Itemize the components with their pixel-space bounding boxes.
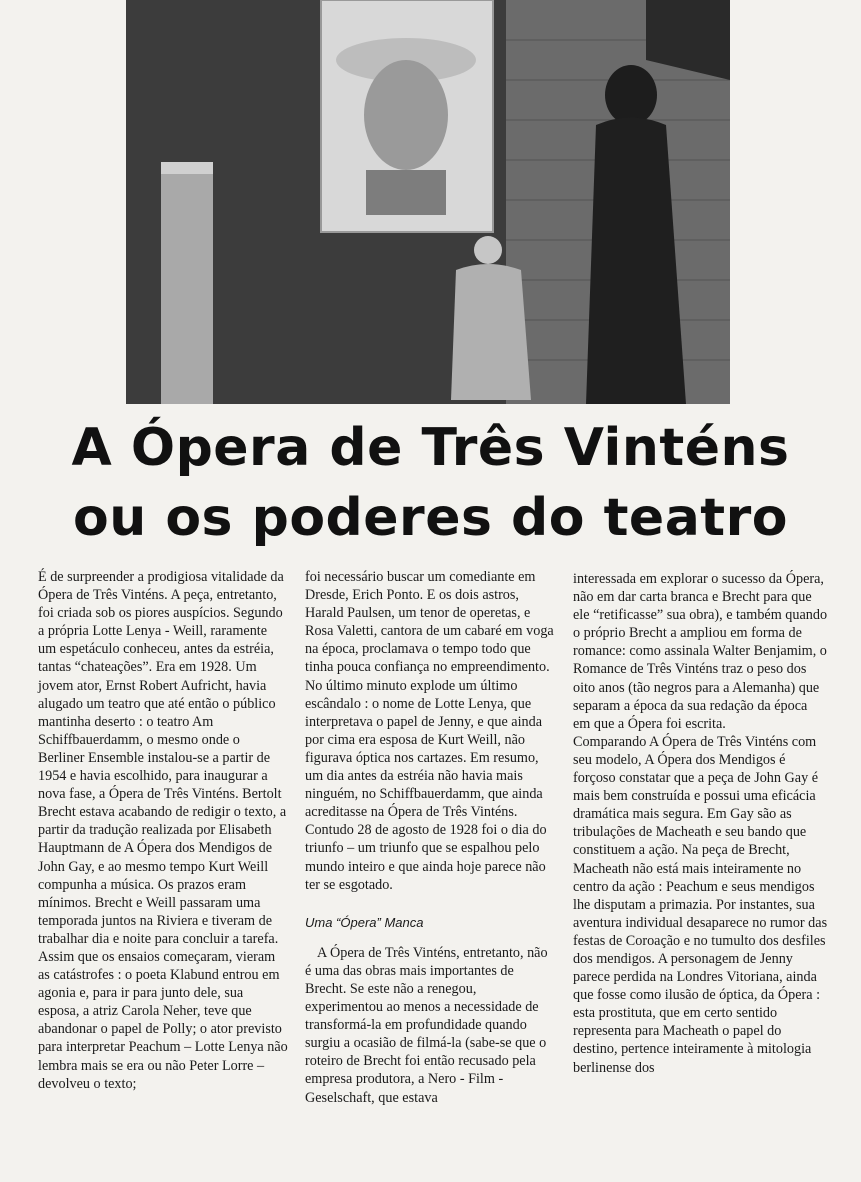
paragraph: foi necessário buscar um comediante em Dresde, Erich Ponto. E os dois astros, Harald Paulsen, um tenor de operetas, e Rosa Valetti, cantora de um cabaré em voga na época, proclamava o tempo todo que tinha pouca confiança no empreendimento. No último minuto explode um último escândalo : o nome de Lotte Lenya, que interpretava o papel de Jenny, e que ainda por cima era esposa de Kurt Weill, não figurava óptica nos cartazes. Em resumo, um dia antes da estréia não havia mais ninguém, no Schiffbauerdamm, que ainda acreditasse na Ópera de Três Vinténs. Contudo 28 de agosto de 1928 foi o dia do triunfo – um triunfo que se espalhou pelo mundo inteiro e que ainda hoje parece não ter se esgotado. [305, 569, 554, 893]
section-subheading: Uma “Ópera” Manca [305, 914, 424, 930]
headline-line-2: ou os poderes do teatro [72, 488, 789, 548]
article-column-3 [573, 570, 828, 1077]
paragraph: É de surpreender a prodigiosa vitalidade da Ópera de Três Vinténs. A peça, entretanto, foi criada sob os piores auspícios. Segundo a própria Lotte Lenya - Weill, raramente um espetáculo conheceu, antes da estréia, tantas “chateações”. Era em 1928. Um jovem ator, Ernst Robert Aufricht, havia alugado um teatro que até então o público mantinha deserto : o teatro Am Schiffbauerdamm, o mesmo onde o Berliner Ensemble instalou-se a partir de 1954 e havia escolhido, para inaugurar a nova fase, a Ópera de Três Vinténs. Bertolt Brecht estava acabando de redigir o texto, a partir da tradução realizada por Elisabeth Hauptmann de A Ópera dos Mendigos de John Gay, e ao mesmo tempo Kurt Weill compunha a música. Os prazos eram mínimos. Brecht e Weill passaram uma temporada juntos na Riviera e tiveram de trabalhar dia e noite para concluir a tarefa. Assim que os ensaios começaram, vieram as catástrofes : o poeta Klabund entrou em agonia e, para ir para junto dele, sua esposa, a atriz Carola Neher, teve que abandonar o papel de Polly; o ator previsto para interpretar Peachum – Lotte Lenya não lembra mais se era ou não Peter Lorre – devolveu o texto; [38, 569, 288, 1092]
photo-illustration [126, 0, 730, 404]
article-column-1 [38, 568, 288, 1093]
hero-photograph [126, 0, 730, 404]
headline-line-1: A Ópera de Três Vinténs [71, 418, 790, 478]
paragraph: Comparando A Ópera de Três Vinténs com seu modelo, A Ópera dos Mendigos é forçoso constatar que a peça de John Gay é mais bem construída e possui uma eficácia dramática mais segura. Em Gay são as tribulações de Macheath e seu bando que constituem a ação. Na peça de Brecht, Macheath não está mais inteiramente no centro da ação : Peachum e seus mendigos lhe disputam a primazia. Por instantes, sua aventura individual desaparece no rumor das festas de Coroação e no tumulto dos desfiles dos mendigos. A personagem de Jenny parece perdida na Londres Vitoriana, ainda que fosse como ilusão de óptica, da Ópera : esta prostituta, que em certo sentido representa para Macheath o papel do destino, pertence inteiramente à mitologia berlinense dos [573, 733, 828, 1076]
article-column-2 [305, 568, 555, 1107]
paragraph: interessada em explorar o sucesso da Ópera, não em dar carta branca e Brecht para que ele “retificasse” sua obra), e também quando o próprio Brecht a ampliou em forma de romance: como assinala Walter Benjamim, o Romance de Três Vinténs traz o peso dos oito anos (tão negros para a Alemanha) que separam a época da sua redação da época em que a Ópera foi escrita. [573, 571, 828, 732]
paragraph: A Ópera de Três Vinténs, entretanto, não é uma das obras mais importantes de Brecht. Se este não a renegou, experimentou ao menos a necessidade de transformá-la em profundidade quando surgiu a ocasião de filmá-la (sabe-se que o roteiro de Brecht foi então recusado pela empresa produtora, a Nero - Film - Geselschaft, que estava [305, 944, 548, 1106]
